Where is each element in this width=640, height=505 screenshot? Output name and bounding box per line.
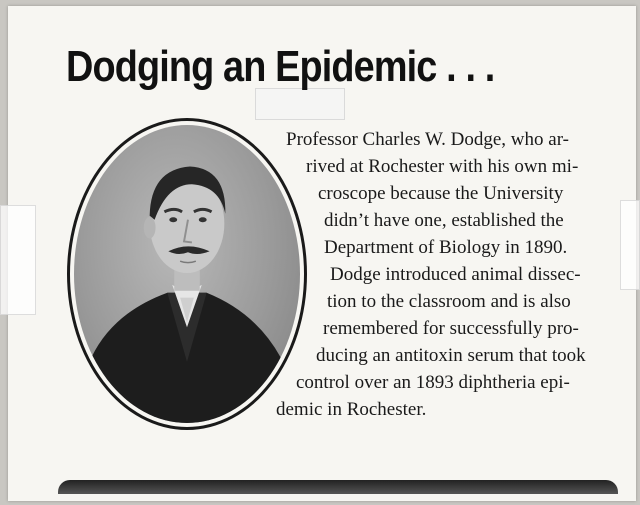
portrait-photo xyxy=(74,125,300,423)
next-article-edge xyxy=(58,480,618,494)
caption-line-6: Dodge introduced animal dissec- xyxy=(330,264,581,285)
caption-line-8: remembered for successfully pro- xyxy=(323,318,579,339)
tape-left xyxy=(0,205,36,315)
caption-line-10: control over an 1893 diphtheria epi- xyxy=(296,372,570,393)
caption-line-9: ducing an antitoxin serum that took xyxy=(316,345,586,366)
caption-line-3: croscope because the University xyxy=(318,183,564,204)
caption-line-2: rived at Rochester with his own mi- xyxy=(306,156,579,177)
caption-line-5: Department of Biology in 1890. xyxy=(324,237,568,258)
caption-line-11: demic in Rochester. xyxy=(276,399,427,420)
caption-line-1: Professor Charles W. Dodge, who ar- xyxy=(286,129,569,150)
article-title: Dodging an Epidemic . . . xyxy=(66,42,495,91)
portrait-oval-frame xyxy=(67,118,307,430)
tape-right xyxy=(620,200,640,290)
portrait-figure xyxy=(74,125,300,423)
caption-line-4: didn’t have one, established the xyxy=(324,210,564,231)
caption-line-7: tion to the classroom and is also xyxy=(327,291,571,312)
tape-top xyxy=(255,88,345,120)
